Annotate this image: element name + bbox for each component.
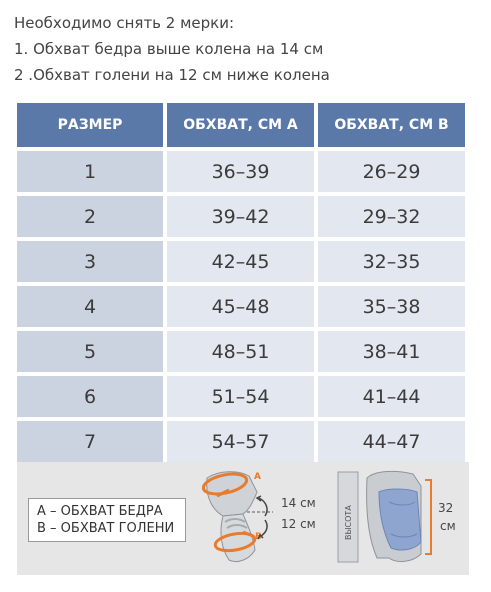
girth-a-cell: 42–45 [167,241,314,282]
girth-a-cell: 48–51 [167,331,314,372]
girth-a-cell: 54–57 [167,421,314,462]
height-value: 32 [438,501,454,515]
size-cell: 2 [17,196,163,237]
legend-thigh: А – ОБХВАТ БЕДРА [37,504,163,519]
instruction-thigh: 1. Обхват бедра выше колена на 14 см [14,40,324,58]
height-label: ВЫСОТА [344,505,353,540]
girth-b-cell: 35–38 [318,286,465,327]
size-cell: 1 [17,151,163,192]
instructions [14,10,484,88]
measure-below: 12 см [281,517,316,531]
girth-b-cell: 29–32 [318,196,465,237]
girth-a-cell: 45–48 [167,286,314,327]
size-cell: 5 [17,331,163,372]
knee-brace-illustration [338,471,431,562]
table-row [17,286,469,327]
header-size: РАЗМЕР [17,103,163,147]
table-row [17,331,469,372]
girth-b-cell: 26–29 [318,151,465,192]
girth-b-cell: 41–44 [318,376,465,417]
table-row [17,241,469,282]
table-row [17,151,469,192]
girth-a-cell: 36–39 [167,151,314,192]
size-cell: 7 [17,421,163,462]
table-row [17,196,469,237]
instructions-title: Необходимо снять 2 мерки: [14,14,235,32]
height-unit: см [440,519,456,533]
knee-side-illustration [202,471,273,562]
header-girth-b: ОБХВАТ, СМ В [318,103,465,147]
girth-b-cell: 44–47 [318,421,465,462]
girth-a-cell: 51–54 [167,376,314,417]
instruction-calf: 2 .Обхват голени на 12 см ниже колена [14,66,330,84]
size-cell: 4 [17,286,163,327]
table-row [17,421,469,462]
label-b: B [255,532,262,542]
label-a: А [254,472,261,482]
table-header-row [17,103,469,147]
knee-diagrams [17,462,469,575]
measure-above: 14 см [281,496,316,510]
table-row [17,376,469,417]
girth-b-cell: 32–35 [318,241,465,282]
legend-calf: В – ОБХВАТ ГОЛЕНИ [37,521,175,536]
measurement-legend-panel [17,462,469,575]
size-cell: 3 [17,241,163,282]
size-cell: 6 [17,376,163,417]
size-table [17,103,469,466]
header-girth-a: ОБХВАТ, СМ А [167,103,314,147]
girth-a-cell: 39–42 [167,196,314,237]
girth-b-cell: 38–41 [318,331,465,372]
